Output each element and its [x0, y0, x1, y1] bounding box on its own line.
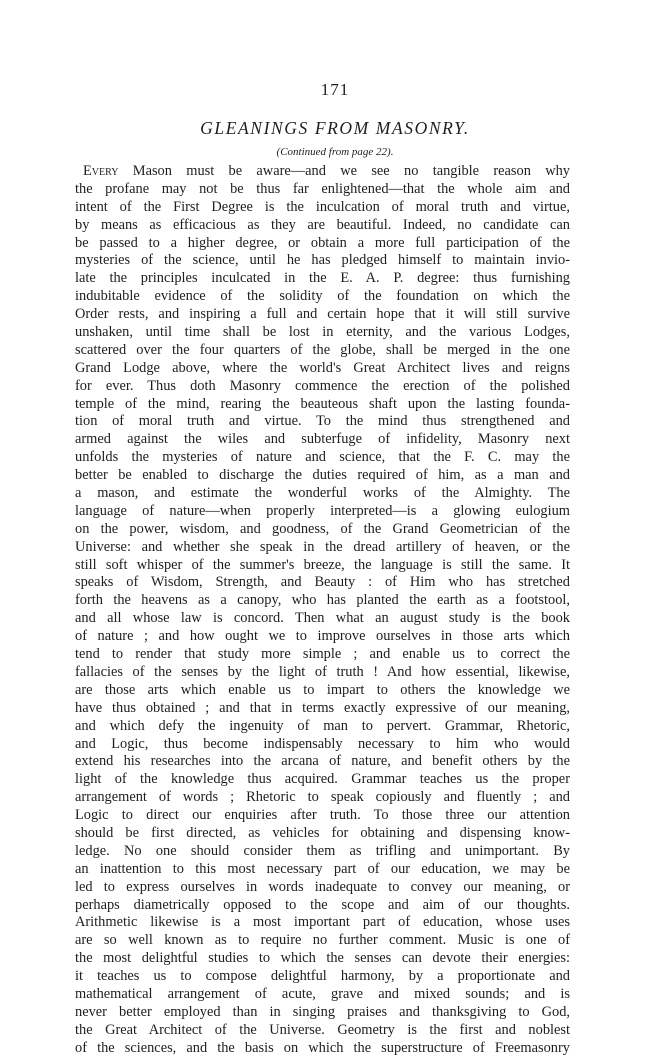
body-line: late the principles inculcated in the E. A. P. degree: thus furnishing	[75, 270, 570, 287]
body-line: a mason, and estimate the wonderful works of the Almighty. The	[75, 485, 570, 502]
body-line: temple of the mind, rearing the beauteous shaft upon the lasting founda-	[75, 395, 570, 412]
body-line: and all whose law is concord. Then what an august study is the book	[75, 610, 570, 627]
body-line: led to express ourselves in words inadequate to convey our meaning, or	[75, 878, 570, 895]
body-line: tion of moral truth and virtue. To the mind thus strengthened and	[75, 413, 570, 430]
article-title: GLEANINGS FROM MASONRY.	[200, 118, 470, 138]
body-line: be passed to a higher degree, or obtain a more full participation of the	[75, 234, 570, 251]
body-line: the most delightful studies to which the senses can devote their energies:	[75, 950, 570, 967]
body-line: the profane may not be thus far enlightened—that the whole aim and	[75, 180, 570, 197]
body-line: by means as efficacious as they are beautiful. Indeed, no candidate can	[75, 216, 570, 233]
body-line: perhaps diametrically opposed to the scope and aim of our thoughts.	[75, 896, 570, 913]
body-line: mysteries of the science, until he has pledged himself to maintain invio-	[75, 252, 570, 269]
body-line: scattered over the four quarters of the globe, shall be merged in the one	[75, 341, 570, 358]
body-line: mathematical arrangement of acute, grave and mixed sounds; and is	[75, 985, 570, 1002]
body-line: and Logic, thus become indispensably necessary to him who would	[75, 735, 570, 752]
page-number: 171	[320, 80, 350, 99]
body-line: forth the heavens as a canopy, who has planted the earth as a footstool,	[75, 592, 570, 609]
body-line: are so well known as to require no further comment. Music is one of	[75, 932, 570, 949]
body-line: Universe: and whether she speak in the dread artillery of heaven, or the	[75, 538, 570, 555]
body-line: speaks of Wisdom, Strength, and Beauty : of Him who has stretched	[75, 574, 570, 591]
body-line: never better employed than in singing praises and thanksgiving to God,	[75, 1003, 570, 1020]
lead-word: Every	[83, 163, 119, 179]
body-line: light of the knowledge thus acquired. Grammar teaches us the proper	[75, 771, 570, 788]
body-line: extend his researches into the arcana of nature, and benefit others by the	[75, 753, 570, 770]
body-line: indubitable evidence of the solidity of the foundation on which the	[75, 288, 570, 305]
body-line: Every Mason must be aware—and we see no tangible reason why	[83, 163, 570, 179]
body-line: on the power, wisdom, and goodness, of the Grand Geometrician of the	[75, 520, 570, 537]
body-line: for ever. Thus doth Masonry commence the erection of the polished	[75, 377, 570, 394]
body-line: and which defy the ingenuity of man to pervert. Grammar, Rhetoric,	[75, 717, 570, 734]
body-line: of the sciences, and the basis on which the superstructure of Freemasonry	[75, 1039, 570, 1056]
body-line: Arithmetic likewise is a most important part of education, whose uses	[75, 914, 570, 931]
article-body	[75, 163, 570, 1058]
body-line: are those arts which enable us to impart to others the knowledge we	[75, 681, 570, 698]
body-line: the Great Architect of the Universe. Geometry is the first and noblest	[75, 1021, 570, 1038]
body-line: Grand Lodge above, where the world's Great Architect lives and reigns	[75, 359, 570, 376]
body-line: unfolds the mysteries of nature and science, that the F. C. may the	[75, 449, 570, 466]
body-line: arrangement of words ; Rhetoric to speak copiously and fluently ; and	[75, 789, 570, 806]
continuation-note: (Continued from page 22).	[276, 146, 394, 158]
body-line: have thus obtained ; and that in terms exactly expressive of our meaning,	[75, 699, 570, 716]
body-line: fallacies of the senses by the light of truth ! And how essential, likewise,	[75, 663, 570, 680]
body-line: of nature ; and how ought we to improve ourselves in those arts which	[75, 628, 570, 645]
body-line: it teaches us to compose delightful harmony, by a proportionate and	[75, 968, 570, 985]
body-line: an inattention to this most necessary part of our education, we may be	[75, 860, 570, 877]
body-line: still soft whisper of the summer's breeze, the language is still the same. It	[75, 556, 570, 573]
body-line: ledge. No one should consider them as trifling and unimportant. By	[75, 842, 570, 859]
body-line: unshaken, until time shall be lost in eternity, and the various Lodges,	[75, 324, 570, 341]
body-line: language of nature—when properly interpreted—is a glowing eulogium	[75, 502, 570, 519]
body-line: should be first directed, as vehicles for obtaining and dispensing know-	[75, 824, 570, 841]
body-line: Logic to direct our enquiries after truth. To those three our attention	[75, 807, 570, 824]
body-line: Order rests, and inspiring a full and certain hope that it will still survive	[75, 306, 570, 323]
body-line: better be enabled to discharge the duties required of him, as a man and	[75, 467, 570, 484]
body-line: tend to render that study more simple ; and enable us to correct the	[75, 646, 570, 663]
body-line: intent of the First Degree is the inculcation of moral truth and virtue,	[75, 198, 570, 215]
body-line: armed against the wiles and subterfuge of infidelity, Masonry next	[75, 431, 570, 448]
